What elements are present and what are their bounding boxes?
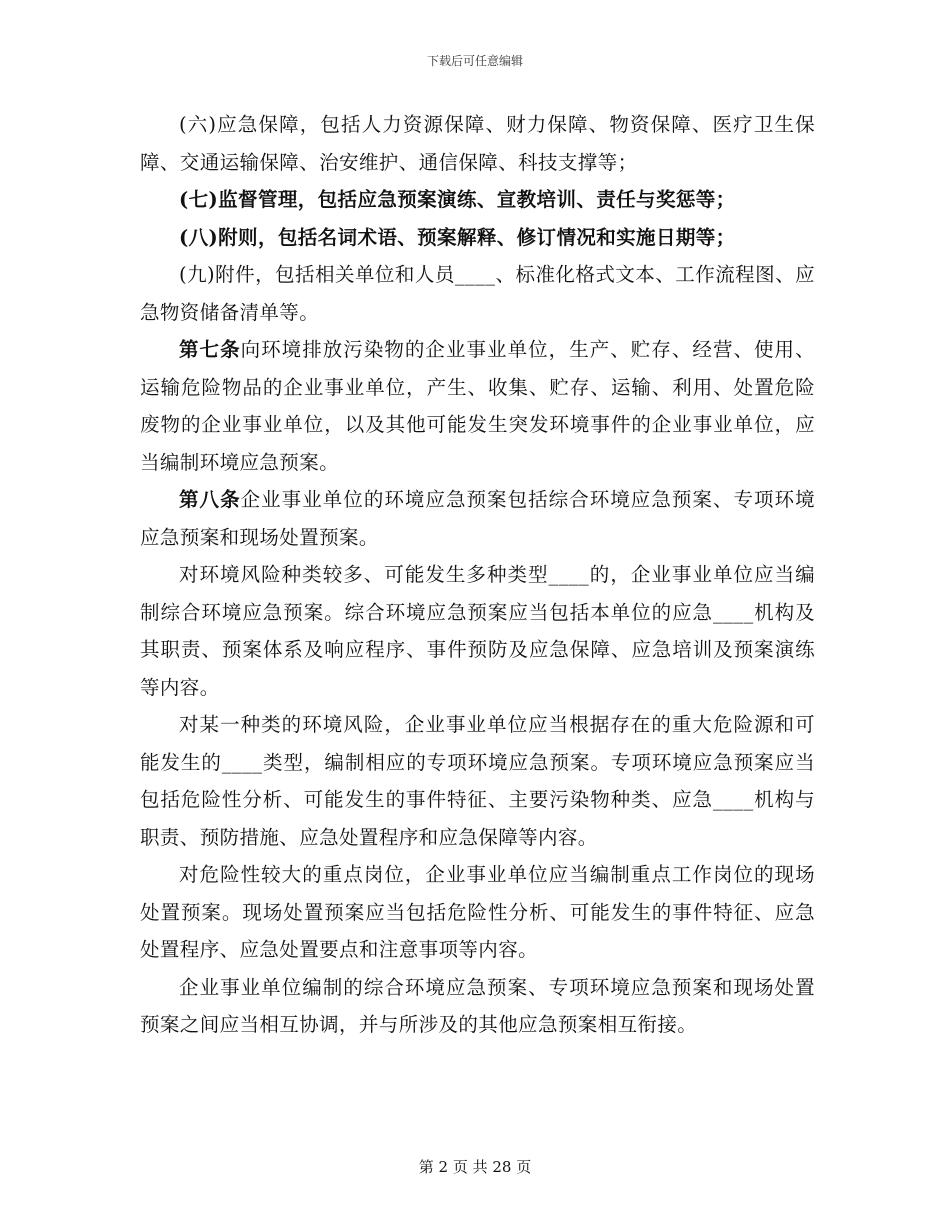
paragraph-text: (六)应急保障，包括人力资源保障、财力保障、物资保障、医疗卫生保障、交通运输保障、治安维护、通信保障、科技支撑等； [140, 113, 815, 174]
article-7 [140, 331, 815, 481]
article-number: 第八条 [179, 488, 241, 511]
article-8 [140, 481, 815, 556]
paragraph-comprehensive-plan [140, 556, 815, 706]
paragraph-item-6 [140, 106, 815, 181]
article-text: 向环境排放污染物的企业事业单位，生产、贮存、经营、使用、运输危险物品的企业事业单位，产生、收集、贮存、运输、利用、处置危险废物的企业事业单位，以及其他可能发生突发环境事件的企业事业单位，应当编制环境应急预案。 [140, 338, 815, 474]
paragraph-text: (七)监督管理，包括应急预案演练、宣教培训、责任与奖惩等； [179, 188, 736, 211]
paragraph-text: 对环境风险种类较多、可能发生多种类型____的，企业事业单位应当编制综合环境应急预案。综合环境应急预案应当包括本单位的应急____机构及其职责、预案体系及响应程序、事件预防及应急保障、应急培训及预案演练等内容。 [140, 563, 815, 699]
paragraph-coordination [140, 969, 815, 1044]
page-footer: 第 2 页 共 28 页 [418, 1158, 532, 1176]
document-body [140, 106, 815, 1044]
paragraph-text: 对某一种类的环境风险，企业事业单位应当根据存在的重大危险源和可能发生的____类型，编制相应的专项环境应急预案。专项环境应急预案应当包括危险性分析、可能发生的事件特征、主要污染物种类、应急____机构与职责、预防措施、应急处置程序和应急保障等内容。 [140, 713, 815, 849]
paragraph-item-7 [140, 181, 815, 219]
page-header: 下载后可任意编辑 [426, 54, 523, 68]
paragraph-item-9 [140, 256, 815, 331]
paragraph-special-plan [140, 706, 815, 856]
paragraph-text: 企业事业单位编制的综合环境应急预案、专项环境应急预案和现场处置预案之间应当相互协调，并与所涉及的其他应急预案相互衔接。 [140, 975, 815, 1036]
paragraph-text: 对危险性较大的重点岗位，企业事业单位应当编制重点工作岗位的现场处置预案。现场处置预案应当包括危险性分析、可能发生的事件特征、应急处置程序、应急处置要点和注意事项等内容。 [140, 863, 815, 961]
paragraph-text: (八)附则，包括名词术语、预案解释、修订情况和实施日期等； [179, 225, 736, 249]
paragraph-item-8 [140, 219, 815, 257]
article-number: 第七条 [179, 338, 241, 361]
article-text: 企业事业单位的环境应急预案包括综合环境应急预案、专项环境应急预案和现场处置预案。 [140, 488, 815, 549]
paragraph-text: (九)附件，包括相关单位和人员____、标准化格式文本、工作流程图、应急物资储备清单等。 [140, 263, 815, 324]
paragraph-onsite-plan [140, 856, 815, 969]
